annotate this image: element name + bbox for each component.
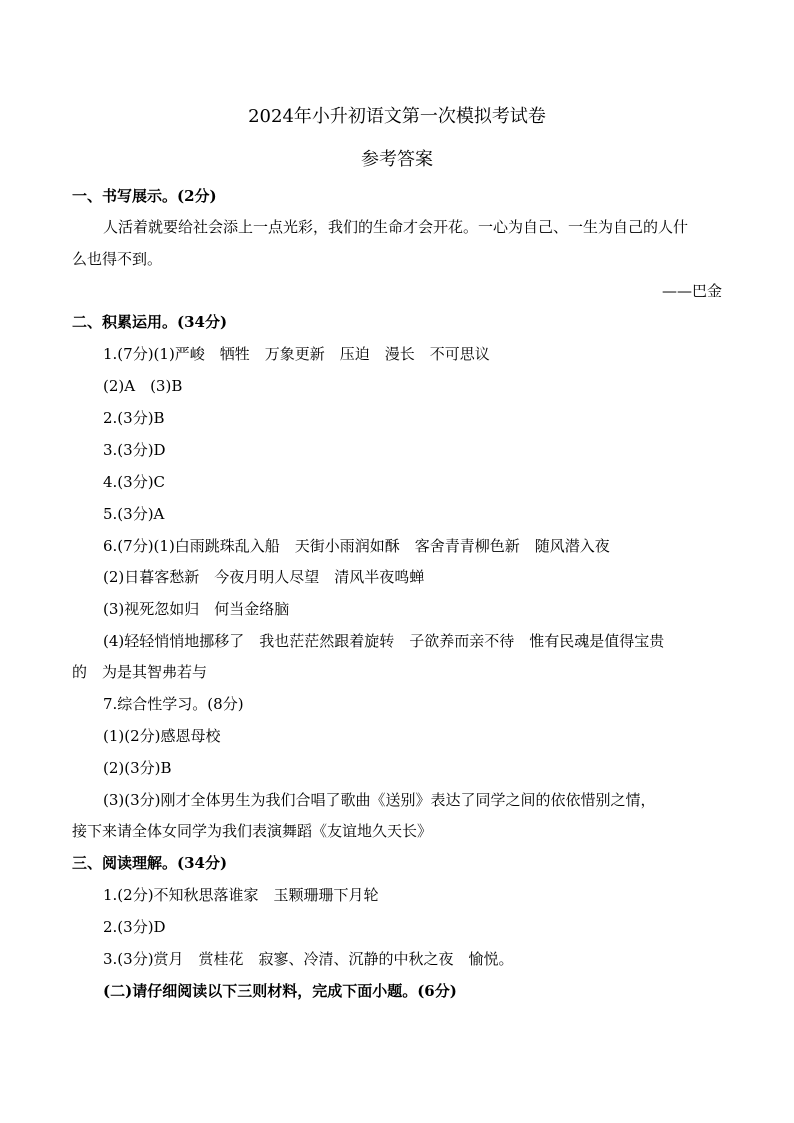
page-subtitle: 参考答案 [361,149,433,170]
answer-line: 4.(3分)C [103,473,166,491]
answer-line: (2)(3分)B [103,759,172,777]
answer-line: 1.(7分)(1)严峻 牺牲 万象更新 压迫 漫长 不可思议 [103,345,490,363]
answer-line: 2.(3分)B [103,409,165,427]
answer-line: (2)日暮客愁新 今夜月明人尽望 清风半夜鸣蝉 [103,568,425,586]
answer-line: 6.(7分)(1)白雨跳珠乱入船 天街小雨润如酥 客舍青青柳色新 随风潜入夜 [103,537,610,555]
section-1-heading: 一、书写展示。(2分) [72,187,217,205]
answer-line: 5.(3分)A [103,505,165,523]
answer-line: (4)轻轻悄悄地挪移了 我也茫茫然跟着旋转 子欲养而亲不待 惟有民魂是值得宝贵 [103,632,665,650]
section-3-heading: 三、阅读理解。(34分) [72,854,228,872]
quote-line-1: 人活着就要给社会添上一点光彩，我们的生命才会开花。一心为自己、一生为自己的人什 [103,218,689,236]
answer-line: 3.(3分)D [103,441,166,459]
quote-line-2: 么也得不到。 [72,250,163,268]
answer-line: (1)(2分)感恩母校 [103,727,221,745]
answer-line: (2)A (3)B [103,377,183,395]
answer-line: (3)视死忽如归 何当金络脑 [103,600,290,618]
answer-line: 的 为是其智弗若与 [72,663,208,681]
section-3-subheading: (二)请仔细阅读以下三则材料，完成下面小题。(6分) [103,982,457,1000]
page-title: 2024年小升初语文第一次模拟考试卷 [248,106,546,127]
answer-line: 7.综合性学习。(8分) [103,695,244,713]
section-2-heading: 二、积累运用。(34分) [72,313,228,331]
answer-line: 1.(2分)不知秋思落谁家 玉颗珊珊下月轮 [103,886,379,904]
answer-line: 3.(3分)赏月 赏桂花 寂寥、冷清、沉静的中秋之夜 愉悦。 [103,950,514,968]
answer-line: 2.(3分)D [103,918,166,936]
quote-author: ——巴金 [661,282,722,300]
answer-line: 接下来请全体女同学为我们表演舞蹈《友谊地久天长》 [72,822,433,840]
answer-line: (3)(3分)刚才全体男生为我们合唱了歌曲《送别》表达了同学之间的依依惜别之情， [103,791,656,809]
